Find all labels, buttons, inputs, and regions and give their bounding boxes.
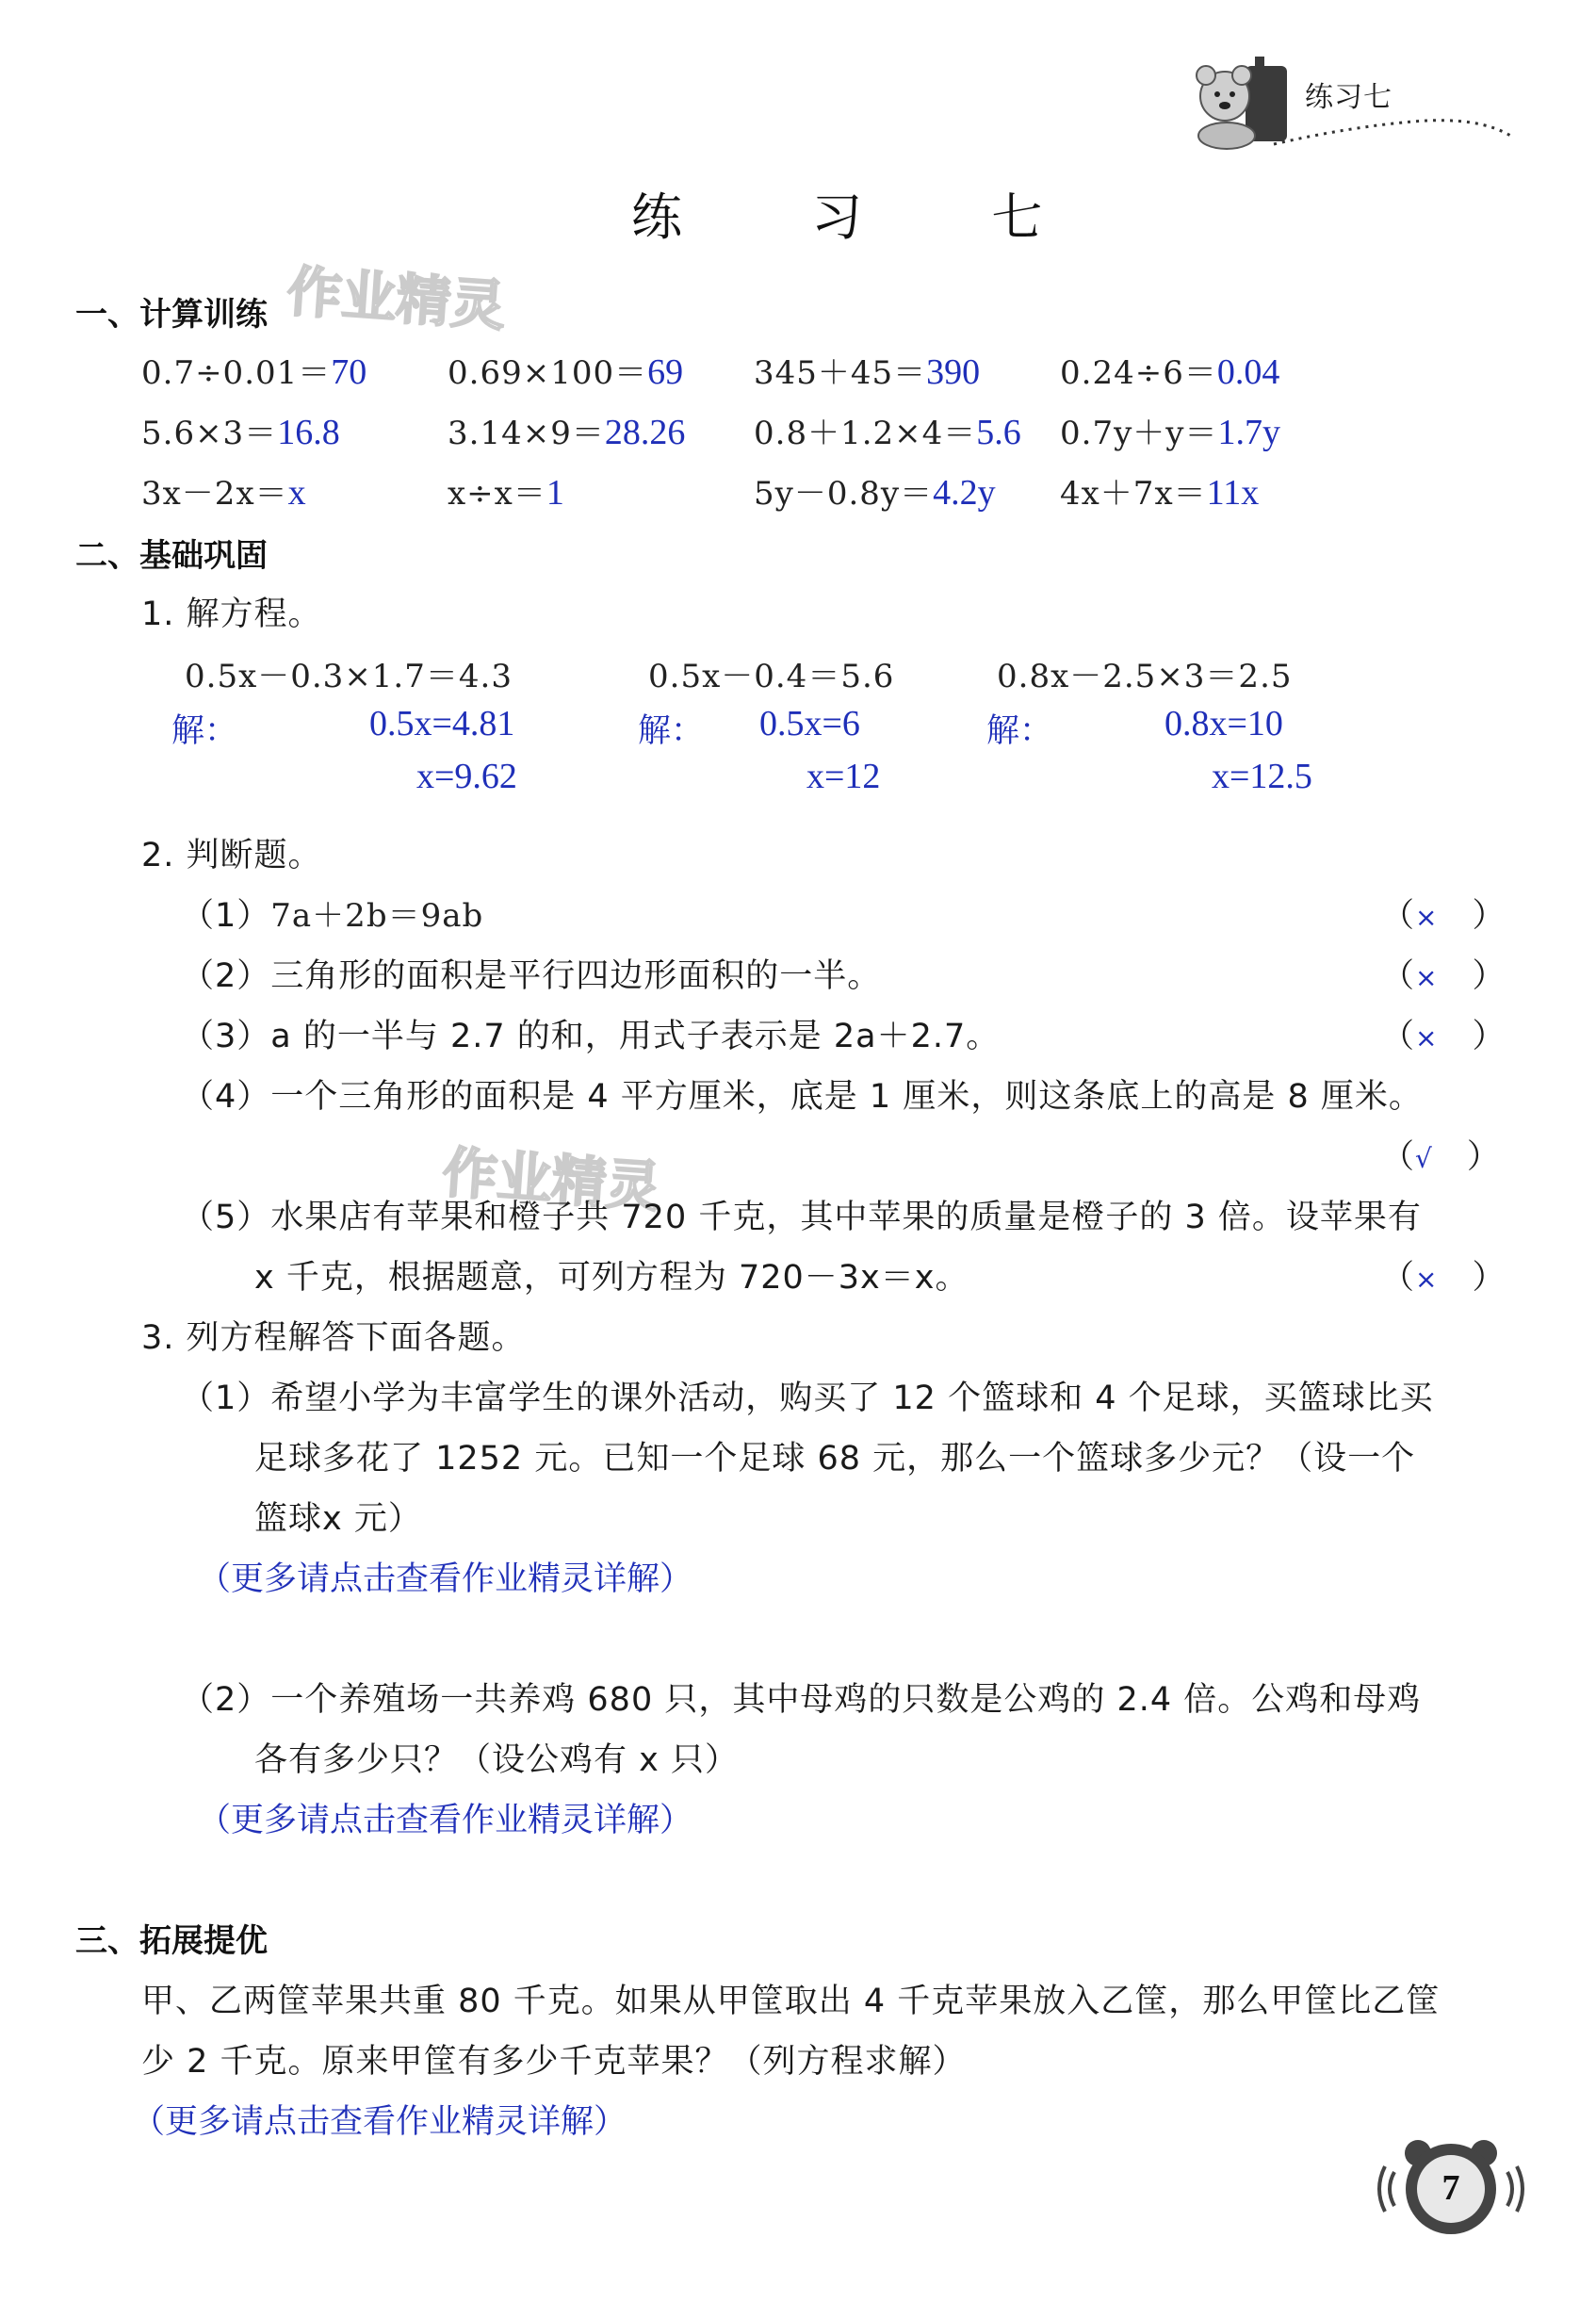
calc-item: x÷x＝1 <box>448 473 564 513</box>
answer: 1 <box>546 473 564 513</box>
page-number: 7 <box>1441 2168 1460 2208</box>
answer: 11x <box>1206 473 1260 513</box>
answer: 5.6 <box>976 413 1021 452</box>
header-dotted-line <box>1272 108 1517 146</box>
solution-step: x=12.5 <box>1212 757 1312 796</box>
solution-step: x=12 <box>806 757 881 796</box>
section-2-heading: 二、基础巩固 <box>75 537 268 575</box>
equation: 0.8x－2.5×3＝2.5 <box>997 658 1293 695</box>
calc-item: 0.24÷6＝0.04 <box>1060 352 1280 392</box>
answer: x <box>287 473 306 513</box>
equation: 0.5x－0.4＝5.6 <box>648 658 895 695</box>
extension-line-2: 少 2 千克。原来甲筐有多少千克苹果？（列方程求解） <box>141 2043 967 2081</box>
judge-item: （5）水果店有苹果和橙子共 720 千克，其中苹果的质量是橙子的 3 倍。设苹果有 <box>181 1199 1422 1236</box>
more-details-link[interactable]: （更多请点击查看作业精灵详解） <box>198 1560 693 1598</box>
judge-item-continued: x 千克，根据题意，可列方程为 720－3x＝x。 <box>254 1259 969 1297</box>
calc-item: 5.6×3＝16.8 <box>141 413 340 452</box>
answer: 70 <box>331 352 367 392</box>
section-1-heading: 一、计算训练 <box>75 296 268 334</box>
watermark-middle: 作业精灵 <box>440 1139 663 1219</box>
q2-label: 2. 判断题。 <box>141 837 322 874</box>
section-3-heading: 三、拓展提优 <box>75 1922 268 1960</box>
solution-step: x=9.62 <box>416 757 517 796</box>
judge-item: （1）7a＋2b＝9ab <box>181 897 484 935</box>
solution-step: 0.8x=10 <box>1164 704 1283 743</box>
calc-item: 4x＋7x＝11x <box>1060 473 1260 513</box>
watermark-top: 作业精灵 <box>285 258 508 338</box>
judge-answer: （× ） <box>1381 897 1506 935</box>
word-problem-1-line2: 足球多花了 1252 元。已知一个足球 68 元，那么一个篮球多少元？（设一个 <box>254 1440 1416 1478</box>
answer: 1.7y <box>1217 413 1280 452</box>
answer: 4.2y <box>933 473 996 513</box>
word-problem-2-line2: 各有多少只？（设公鸡有 x 只） <box>254 1741 739 1779</box>
calc-item: 0.8＋1.2×4＝5.6 <box>754 413 1021 452</box>
judge-item: （2）三角形的面积是平行四边形面积的一半。 <box>181 957 882 995</box>
more-details-link[interactable]: （更多请点击查看作业精灵详解） <box>198 1802 693 1839</box>
answer: 0.04 <box>1216 352 1280 392</box>
judge-answer: （× ） <box>1381 1018 1506 1055</box>
word-problem-1: （1）希望小学为丰富学生的课外活动，购买了 12 个篮球和 4 个足球，买篮球比买 <box>181 1380 1434 1417</box>
solution-label: 解： <box>171 712 238 750</box>
answer: 390 <box>926 352 981 392</box>
equation: 0.5x－0.3×1.7＝4.3 <box>185 658 513 695</box>
solution-step: 0.5x=4.81 <box>369 704 515 743</box>
solution-step: 0.5x=6 <box>759 704 860 743</box>
calc-item: 345＋45＝390 <box>754 352 981 392</box>
calc-item: 0.69×100＝69 <box>448 352 684 392</box>
word-problem-2: （2）一个养殖场一共养鸡 680 只，其中母鸡的只数是公鸡的 2.4 倍。公鸡和母鸡 <box>181 1681 1422 1719</box>
word-problem-1-line3: 篮球x 元） <box>254 1500 422 1538</box>
judge-item: （4）一个三角形的面积是 4 平方厘米，底是 1 厘米，则这条底上的高是 8 厘米。 <box>181 1078 1423 1116</box>
header-tag: 练习七 <box>1305 81 1392 114</box>
q1-label: 1. 解方程。 <box>141 596 322 633</box>
judge-answer: （√ ） <box>1381 1138 1501 1176</box>
judge-item: （3）a 的一半与 2.7 的和，用式子表示是 2a＋2.7。 <box>181 1018 1001 1055</box>
solution-label: 解： <box>638 712 705 750</box>
calc-item: 0.7y＋y＝1.7y <box>1060 413 1280 452</box>
calc-item: 3.14×9＝28.26 <box>448 413 686 452</box>
calc-item: 5y－0.8y＝4.2y <box>754 473 996 513</box>
calc-item: 0.7÷0.01＝70 <box>141 352 367 392</box>
judge-answer: （× ） <box>1381 1259 1506 1297</box>
extension-line-1: 甲、乙两筐苹果共重 80 千克。如果从甲筐取出 4 千克苹果放入乙筐，那么甲筐比乙筐 <box>141 1983 1441 2020</box>
more-details-link[interactable]: （更多请点击查看作业精灵详解） <box>132 2103 627 2141</box>
answer: 28.26 <box>604 413 686 452</box>
answer: 69 <box>647 352 684 392</box>
page-title: 练 习 七 <box>631 188 1099 247</box>
solution-label: 解： <box>986 712 1053 750</box>
q3-label: 3. 列方程解答下面各题。 <box>141 1319 526 1357</box>
judge-answer: （× ） <box>1381 957 1506 995</box>
answer: 16.8 <box>277 413 340 452</box>
calc-item: 3x－2x＝x <box>141 473 306 513</box>
